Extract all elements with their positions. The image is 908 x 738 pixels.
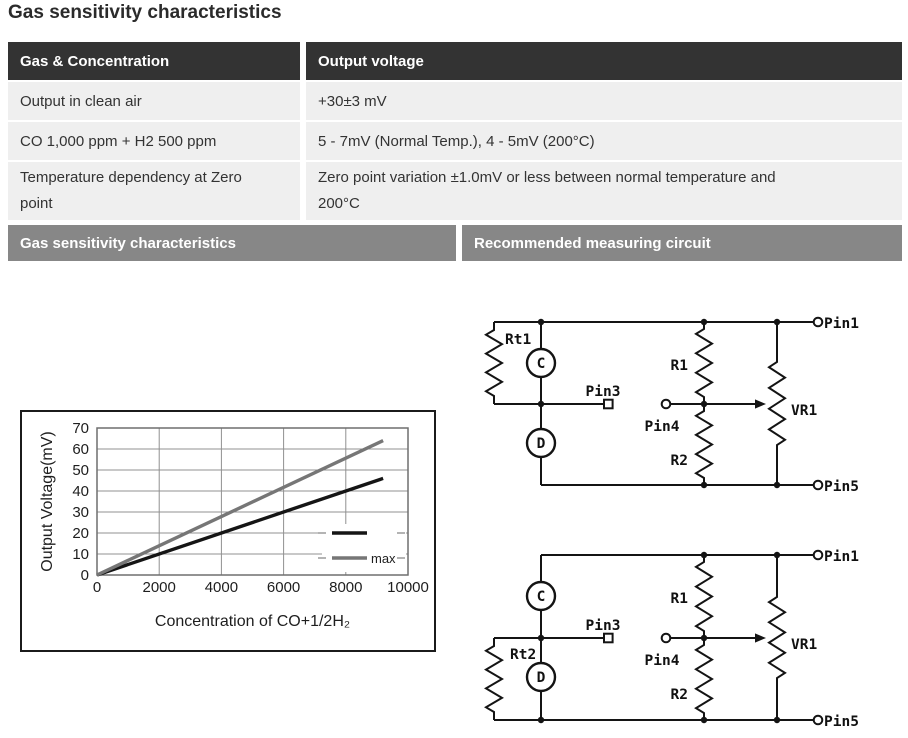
junction-dot: [538, 635, 544, 641]
r2-resistor: [696, 638, 712, 720]
pin3-terminal: [604, 400, 613, 409]
vr1-resistor: [769, 322, 785, 485]
junction-dot: [701, 552, 707, 558]
junction-dot: [774, 552, 780, 558]
x-tick-label: 2000: [142, 579, 176, 596]
label-pin5: Pin5: [824, 714, 859, 730]
y-axis-title: Output Voltage(mV): [39, 431, 56, 572]
table-row: [8, 82, 902, 120]
label-d: D: [536, 670, 546, 686]
junction-dot: [774, 319, 780, 325]
table-row: [8, 122, 902, 160]
pin1-terminal: [814, 551, 823, 560]
y-tick-label: 10: [72, 546, 89, 563]
junction-dot: [538, 319, 544, 325]
junction-dot: [701, 319, 707, 325]
pin4-terminal: [662, 634, 671, 643]
cell-gas: Output in clean air: [8, 82, 300, 120]
cell-gas: CO 1,000 ppm + H2 500 ppm: [8, 122, 300, 160]
label-pin3: Pin3: [585, 618, 621, 634]
junction-dot: [538, 717, 544, 723]
legend-label: max: [371, 551, 396, 566]
wiper-arrow-icon: [755, 633, 766, 642]
pin4-terminal: [662, 400, 671, 409]
rt2-resistor: [486, 638, 502, 720]
pin5-terminal: [814, 481, 823, 490]
x-tick-label: 6000: [266, 579, 301, 596]
sensitivity-chart: [20, 410, 436, 652]
label-vr1: VR1: [791, 403, 818, 419]
junction-dot: [701, 635, 707, 641]
spec-table: [8, 42, 902, 222]
cell-voltage: +30±3 mV: [306, 82, 902, 120]
y-tick-label: 60: [72, 441, 89, 458]
cell-voltage-text: Zero point variation ±1.0mV or less between normal temperature and 200°C: [318, 169, 776, 212]
header-gas-concentration: Gas & Concentration: [8, 42, 300, 80]
wiper-arrow-icon: [755, 399, 766, 408]
label-rt1: Rt1: [505, 332, 532, 348]
x-tick-label: 10000: [387, 579, 429, 596]
label-r2: R2: [670, 687, 688, 703]
measuring-circuit-bottom: [486, 549, 859, 730]
label-c: C: [536, 356, 546, 372]
x-tick-label: 0: [92, 579, 102, 596]
cell-gas: [8, 162, 300, 220]
y-tick-label: 0: [80, 567, 89, 584]
label-pin3: Pin3: [585, 384, 621, 400]
junction-dot: [701, 482, 707, 488]
y-tick-label: 40: [72, 483, 89, 500]
y-tick-label: 20: [72, 525, 89, 542]
label-rt2: Rt2: [510, 647, 537, 663]
label-pin1: Pin1: [824, 316, 859, 332]
junction-dot: [538, 401, 544, 407]
label-r1: R1: [670, 591, 688, 607]
junction-dot: [774, 482, 780, 488]
pin1-terminal: [814, 318, 823, 327]
measuring-circuits: [455, 300, 908, 738]
header-output-voltage: Output voltage: [306, 42, 902, 80]
r1-resistor: [696, 322, 712, 404]
label-pin5: Pin5: [824, 479, 859, 495]
x-tick-label: 4000: [204, 579, 239, 596]
cell-voltage: 5 - 7mV (Normal Temp.), 4 - 5mV (200°C): [306, 122, 902, 160]
junction-dot: [701, 717, 707, 723]
vr1-resistor: [769, 555, 785, 720]
cell-voltage: [306, 162, 902, 220]
measuring-circuit-top: [486, 316, 859, 495]
sensitivity-chart-svg: [22, 412, 434, 650]
label-r2: R2: [670, 453, 688, 469]
x-tick-label: 8000: [329, 579, 363, 596]
label-pin4: Pin4: [644, 653, 680, 669]
label-pin4: Pin4: [644, 419, 680, 435]
page-title: Gas sensitivity characteristics: [8, 2, 282, 23]
label-vr1: VR1: [791, 637, 818, 653]
y-tick-label: 30: [72, 504, 89, 521]
section-bar: [8, 225, 902, 261]
junction-dot: [774, 717, 780, 723]
label-r1: R1: [670, 358, 688, 374]
pin3-terminal: [604, 634, 613, 643]
x-axis-title: Concentration of CO+1/2H₂: [154, 613, 351, 630]
rt1-resistor: [486, 322, 502, 404]
y-tick-label: 50: [72, 462, 89, 479]
table-row: [8, 162, 902, 220]
label-d: D: [536, 436, 546, 452]
r1-resistor: [696, 555, 712, 638]
label-pin1: Pin1: [824, 549, 859, 565]
section-circuit-title: Recommended measuring circuit: [462, 225, 902, 261]
section-chart-title: Gas sensitivity characteristics: [8, 225, 456, 261]
y-tick-label: 70: [72, 420, 89, 437]
spec-table-header-row: [8, 42, 902, 80]
label-c: C: [536, 589, 546, 605]
pin5-terminal: [814, 716, 823, 725]
r2-resistor: [696, 404, 712, 485]
junction-dot: [701, 401, 707, 407]
cell-gas-text: Temperature dependency at Zero point: [20, 169, 242, 212]
